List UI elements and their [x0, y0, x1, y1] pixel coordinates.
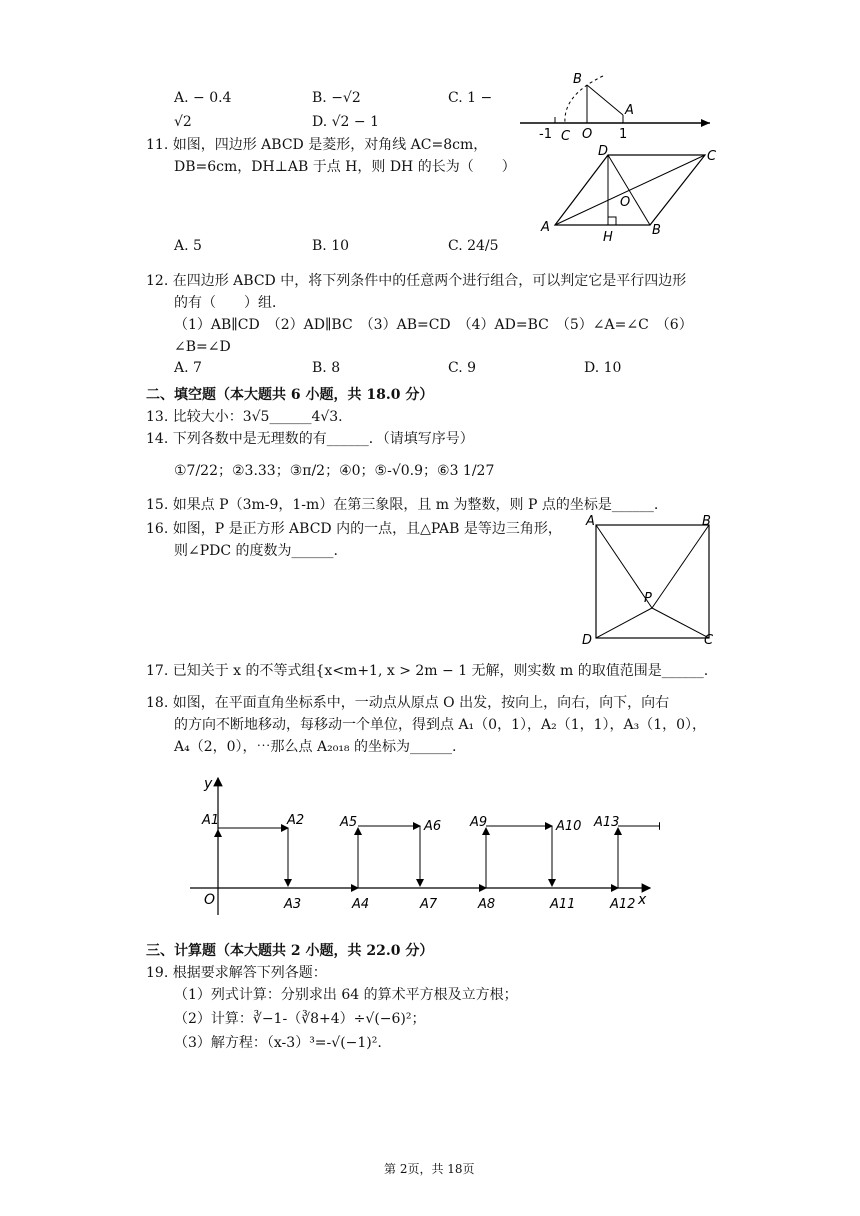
origin-o-label: O	[204, 892, 216, 908]
q12-line3: （1）AB∥CD （2）AD∥BC （3）AB=CD （4）AD=BC （5）∠A=∠C （6）	[174, 317, 693, 333]
rhombus-figure	[535, 140, 725, 245]
vertex-c-label: C	[707, 149, 717, 164]
square-a-label: A	[586, 514, 595, 529]
vertex-a-label: A	[541, 220, 550, 235]
q11-line2: DB=6cm，DH⊥AB 于点 H，则 DH 的长为（ ）	[174, 159, 516, 175]
page-footer: 第 2页，共 18页	[384, 1162, 475, 1176]
section-fill-in-heading: 二、填空题（本大题共 6 小题，共 18.0 分）	[146, 387, 434, 403]
square-c-label: C	[704, 633, 714, 648]
q19-line2: （1）列式计算：分别求出 64 的算术平方根及立方根；	[174, 987, 518, 1003]
label-a3: A3	[284, 897, 302, 912]
q10-option-d: D. √2 − 1	[312, 114, 379, 130]
q18-line1: 18. 如图，在平面直角坐标系中，一动点从原点 O 出发，按向上，向右，向下，向右	[146, 695, 670, 711]
q12-option-b: B. 8	[312, 360, 341, 376]
q10-option-b: B. −√2	[312, 90, 361, 106]
q19-line3: （2）计算：∛−1-（∛8+4）÷√(−6)²；	[174, 1011, 426, 1027]
q13-text: 13. 比较大小：3√5______4√3.	[146, 409, 343, 425]
label-a8: A8	[478, 897, 496, 912]
label-a12: A12	[610, 897, 636, 912]
q10-option-c-cont: √2	[174, 114, 192, 130]
q12-option-a: A. 7	[174, 360, 202, 376]
q10-option-a: A. − 0.4	[174, 90, 232, 106]
q18-line3: A₄（2，0），⋯那么点 A₂₀₁₈ 的坐标为______.	[174, 739, 457, 755]
y-axis-label: y	[204, 776, 213, 792]
q16-line2: 则∠PDC 的度数为______.	[174, 543, 338, 559]
q12-option-d: D. 10	[584, 360, 622, 376]
q19-line4: （3）解方程：（x-3）³=-√(−1)².	[174, 1035, 382, 1051]
label-a2: A2	[287, 813, 305, 828]
q16-line1: 16. 如图，P 是正方形 ABCD 内的一点，且△PAB 是等边三角形，	[146, 521, 562, 537]
center-o-label: O	[620, 195, 631, 210]
label-a6: A6	[424, 819, 442, 834]
q14-line2: ①7/22；②3.33；③π/2；④0；⑤-√0.9；⑥3 1/27	[174, 463, 495, 479]
tick-label-one: 1	[619, 127, 628, 142]
q11-option-b: B. 10	[312, 238, 350, 254]
q17-text: 17. 已知关于 x 的不等式组{x<m+1, x > 2m − 1 无解，则实数 m 的取值范围是______.	[146, 663, 709, 679]
vertex-b-label: B	[652, 223, 661, 238]
q12-line1: 12. 在四边形 ABCD 中，将下列条件中的任意两个进行组合，可以判定它是平行四边形	[146, 273, 687, 289]
q12-line4: ∠B=∠D	[174, 339, 231, 355]
origin-label: O	[582, 127, 593, 142]
point-p-label: P	[644, 591, 652, 606]
q14-line1: 14. 下列各数中是无理数的有______．（请填写序号）	[146, 431, 474, 447]
q19-line1: 19. 根据要求解答下列各题：	[146, 965, 327, 981]
label-a11: A11	[550, 897, 576, 912]
q11-option-c: C. 24/5	[448, 238, 499, 254]
label-a9: A9	[470, 815, 488, 830]
square-figure	[578, 510, 718, 650]
q18-line2: 的方向不断地移动，每移动一个单位，得到点 A₁（0，1），A₂（1，1），A₃（1，0），	[174, 717, 707, 733]
vertex-d-label: D	[598, 144, 609, 159]
q12-option-c: C. 9	[448, 360, 477, 376]
label-a5: A5	[340, 815, 358, 830]
point-b-label: B	[573, 72, 582, 87]
q10-option-c: C. 1 −	[448, 90, 493, 106]
square-d-label: D	[582, 633, 593, 648]
foot-h-label: H	[603, 230, 613, 245]
x-axis-label: x	[638, 892, 647, 908]
q15-text: 15. 如果点 P（3m-9，1-m）在第三象限，且 m 为整数，则 P 点的坐标是______.	[146, 497, 659, 513]
label-a13: A13	[594, 815, 620, 830]
point-c-label: C	[561, 129, 571, 144]
zigzag-figure	[180, 770, 660, 920]
q11-line1: 11. 如图，四边形 ABCD 是菱形，对角线 AC=8cm，	[146, 137, 488, 153]
label-a7: A7	[420, 897, 438, 912]
number-line-figure	[515, 70, 715, 145]
label-a4: A4	[352, 897, 370, 912]
label-a10: A10	[556, 819, 582, 834]
point-a-label: A	[625, 103, 634, 118]
q12-line2: 的有（ ）组．	[174, 295, 286, 311]
section-calculation-heading: 三、计算题（本大题共 2 小题，共 22.0 分）	[146, 943, 434, 959]
square-b-label: B	[702, 514, 711, 529]
tick-label-minus-one: -1	[539, 127, 552, 142]
label-a1: A1	[202, 813, 220, 828]
q11-option-a: A. 5	[174, 238, 202, 254]
